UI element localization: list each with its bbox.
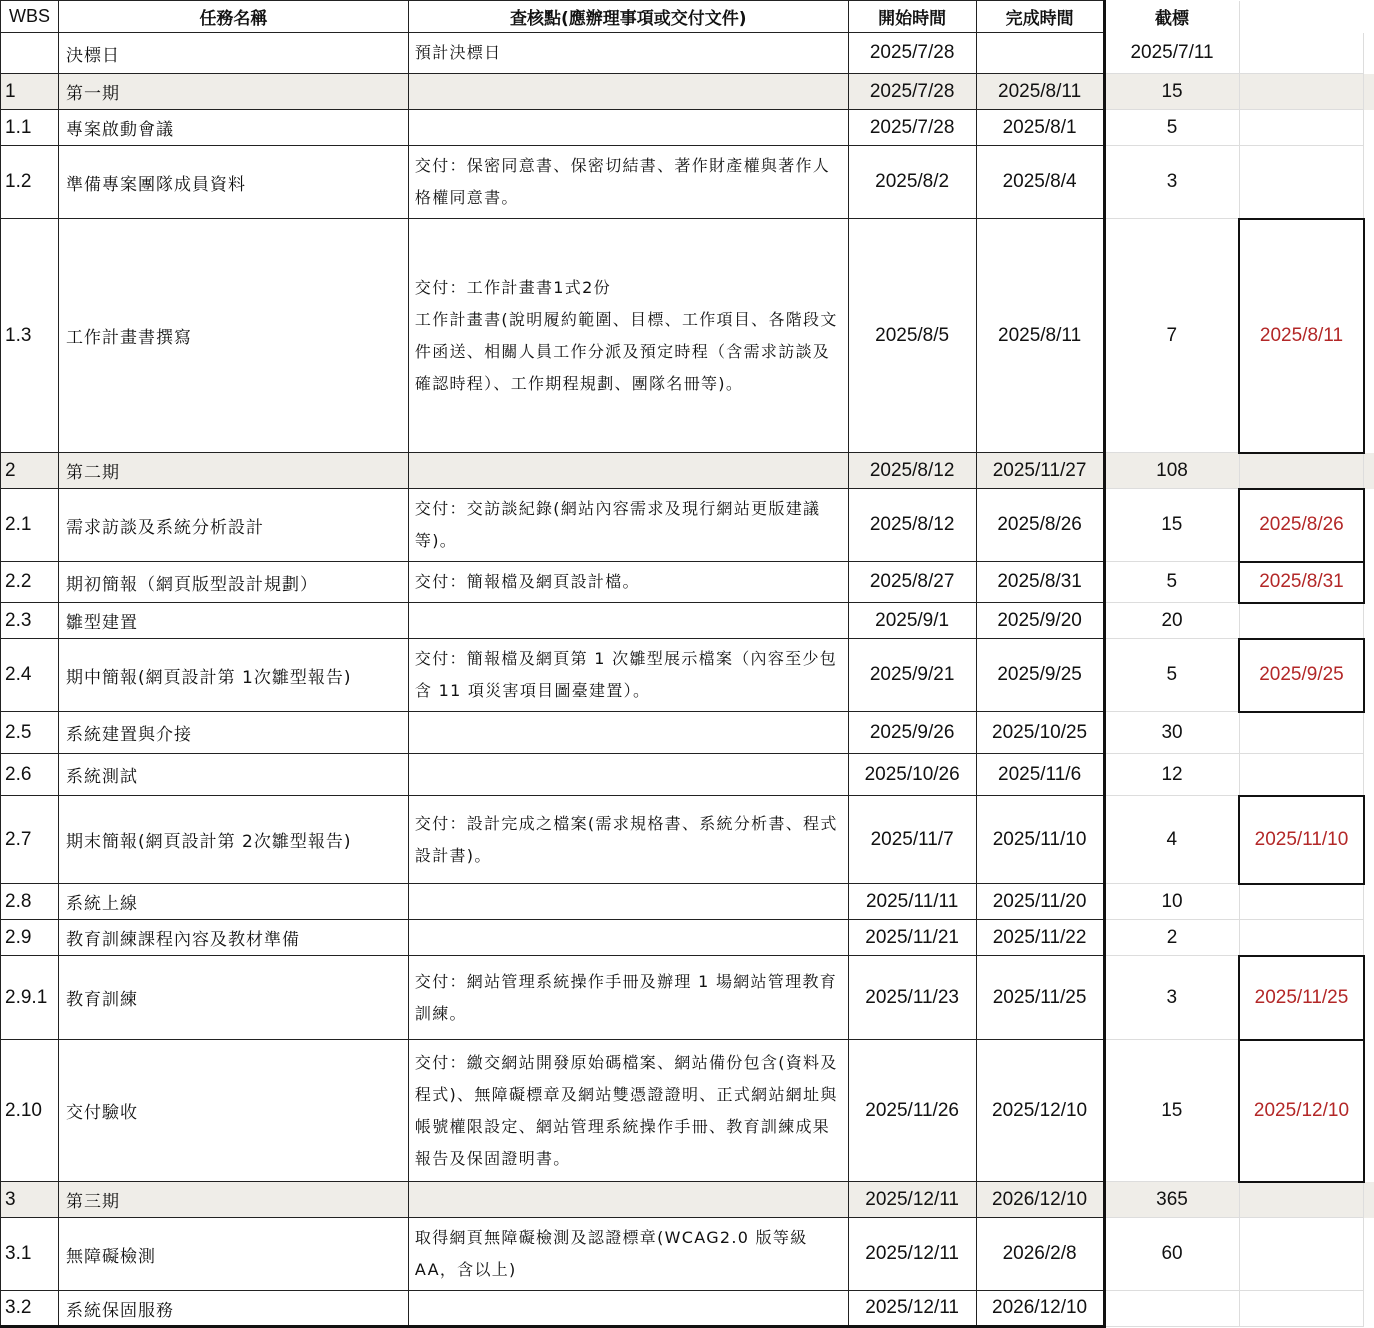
wbs-cell: 2.8 [1,884,59,920]
duration-cell: 30 [1104,712,1239,754]
start-date-cell: 2025/9/21 [848,639,976,712]
checkpoint-cell [408,712,848,754]
end-date-cell [976,33,1104,74]
duration-cell [1104,1291,1239,1327]
start-date-cell: 2025/12/11 [848,1182,976,1218]
wbs-cell: 1.3 [1,219,59,453]
empty-cell [1364,1,1374,33]
empty-cell [1364,920,1374,956]
table-row [1,562,1374,603]
wbs-cell: 3 [1,1182,59,1218]
empty-cell [1364,489,1374,562]
end-date-cell: 2026/12/10 [976,1291,1104,1327]
task-name-cell: 系統建置與介接 [58,712,408,754]
table-row [1,639,1374,712]
task-name-cell: 系統測試 [58,754,408,796]
task-name-cell: 決標日 [58,33,408,74]
empty-cell [1364,603,1374,639]
start-date-cell: 2025/8/12 [848,453,976,489]
end-date-cell: 2025/8/1 [976,110,1104,146]
checkpoint-cell: 交付：交訪談紀錄(網站內容需求及現行網站更版建議等)。 [408,489,848,562]
deadline-cell: 2025/9/25 [1239,639,1364,712]
end-date-cell: 2025/11/22 [976,920,1104,956]
deadline-cell: 2025/12/10 [1239,1040,1364,1182]
checkpoint-cell: 取得網頁無障礙檢測及認證標章(WCAG2.0 版等級AA，含以上) [408,1218,848,1291]
deadline-cell [1239,884,1364,920]
end-date-cell: 2025/10/25 [976,712,1104,754]
start-date-cell: 2025/10/26 [848,754,976,796]
start-date-cell: 2025/11/7 [848,796,976,884]
empty-cell [1364,146,1374,219]
checkpoint-cell: 交付：設計完成之檔案(需求規格書、系統分析書、程式設計書)。 [408,796,848,884]
empty-cell [1364,712,1374,754]
duration-cell: 4 [1104,796,1239,884]
duration-cell: 15 [1104,1040,1239,1182]
wbs-cell: 1 [1,74,59,110]
start-date-cell: 2025/7/28 [848,33,976,74]
section-row [1,1182,1374,1218]
checkpoint-cell: 交付：簡報檔及網頁設計檔。 [408,562,848,603]
task-name-cell: 第二期 [58,453,408,489]
duration-cell: 5 [1104,110,1239,146]
checkpoint-cell: 預計決標日 [408,33,848,74]
empty-cell [1364,219,1374,453]
empty-cell [1364,754,1374,796]
wbs-cell: 2.6 [1,754,59,796]
deadline-cell [1239,1218,1364,1291]
checkpoint-cell [408,920,848,956]
checkpoint-cell [408,603,848,639]
deadline-cell [1239,712,1364,754]
table-row [1,219,1374,453]
table-row [1,1040,1374,1182]
deadline-cell [1239,1182,1364,1218]
start-date-cell: 2025/8/27 [848,562,976,603]
table-row [1,1291,1374,1327]
wbs-cell: 2 [1,453,59,489]
end-date-cell: 2025/11/10 [976,796,1104,884]
section-row [1,74,1374,110]
empty-cell [1364,884,1374,920]
empty-cell [1364,562,1374,603]
header-row [1,1,1374,33]
task-name-cell: 專案啟動會議 [58,110,408,146]
start-date-cell: 2025/7/28 [848,110,976,146]
section-row [1,453,1374,489]
task-name-cell: 期末簡報(網頁設計第 2次雛型報告) [58,796,408,884]
deadline-cell [1239,146,1364,219]
table-row [1,796,1374,884]
deadline-cell: 2025/8/26 [1239,489,1364,562]
deadline-cell [1239,920,1364,956]
empty-cell [1364,796,1374,884]
empty-cell [1364,453,1374,489]
task-name-cell: 交付驗收 [58,1040,408,1182]
end-date-cell: 2025/11/25 [976,956,1104,1040]
deadline-cell [1239,754,1364,796]
checkpoint-cell [408,110,848,146]
task-name-cell: 雛型建置 [58,603,408,639]
start-date-cell: 2025/12/11 [848,1291,976,1327]
table-row [1,603,1374,639]
duration-cell: 3 [1104,956,1239,1040]
wbs-cell: 1.2 [1,146,59,219]
end-date-cell: 2025/8/11 [976,219,1104,453]
end-date-cell: 2025/8/4 [976,146,1104,219]
checkpoint-cell [408,884,848,920]
end-date-cell: 2026/12/10 [976,1182,1104,1218]
start-date-cell: 2025/8/5 [848,219,976,453]
task-name-cell: 工作計畫書撰寫 [58,219,408,453]
empty-cell [1239,1,1364,33]
start-date-cell: 2025/8/2 [848,146,976,219]
deadline-cell: 2025/11/25 [1239,956,1364,1040]
wbs-cell: 2.9.1 [1,956,59,1040]
task-name-cell: 系統上線 [58,884,408,920]
table-row [1,110,1374,146]
deadline-cell [1239,33,1364,74]
deadline-cell [1239,110,1364,146]
header-wbs: WBS [1,1,59,33]
duration-cell: 20 [1104,603,1239,639]
task-name-cell: 第一期 [58,74,408,110]
wbs-cell: 2.5 [1,712,59,754]
duration-cell: 5 [1104,562,1239,603]
task-name-cell: 系統保固服務 [58,1291,408,1327]
header-start: 開始時間 [848,1,976,33]
duration-cell: 15 [1104,74,1239,110]
start-date-cell: 2025/7/28 [848,74,976,110]
task-name-cell: 教育訓練 [58,956,408,1040]
wbs-cell: 2.1 [1,489,59,562]
checkpoint-cell [408,453,848,489]
checkpoint-cell [408,754,848,796]
empty-cell [1364,74,1374,110]
empty-cell [1364,956,1374,1040]
duration-cell: 7 [1104,219,1239,453]
start-date-cell: 2025/11/26 [848,1040,976,1182]
end-date-cell: 2026/2/8 [976,1218,1104,1291]
header-end: 完成時間 [976,1,1104,33]
wbs-cell: 2.10 [1,1040,59,1182]
table-row [1,956,1374,1040]
checkpoint-cell [408,1291,848,1327]
task-name-cell: 第三期 [58,1182,408,1218]
wbs-cell: 2.2 [1,562,59,603]
duration-cell: 5 [1104,639,1239,712]
duration-cell: 60 [1104,1218,1239,1291]
end-date-cell: 2025/11/20 [976,884,1104,920]
end-date-cell: 2025/9/25 [976,639,1104,712]
table-row [1,920,1374,956]
checkpoint-cell [408,74,848,110]
start-date-cell: 2025/11/21 [848,920,976,956]
duration-cell: 12 [1104,754,1239,796]
start-date-cell: 2025/11/23 [848,956,976,1040]
header-deadline: 截標 [1104,1,1239,33]
deadline-cell: 2025/8/31 [1239,562,1364,603]
wbs-cell: 3.2 [1,1291,59,1327]
table-row [1,146,1374,219]
wbs-cell [1,33,59,74]
empty-cell [1364,1182,1374,1218]
start-date-cell: 2025/9/1 [848,603,976,639]
start-date-cell: 2025/12/11 [848,1218,976,1291]
checkpoint-cell: 交付：保密同意書、保密切結書、著作財產權與著作人格權同意書。 [408,146,848,219]
wbs-cell: 2.9 [1,920,59,956]
deadline-cell: 2025/8/11 [1239,219,1364,453]
task-name-cell: 教育訓練課程內容及教材準備 [58,920,408,956]
end-date-cell: 2025/8/11 [976,74,1104,110]
table-row [1,33,1374,74]
empty-cell [1364,1291,1374,1327]
wbs-cell: 2.7 [1,796,59,884]
table-row [1,884,1374,920]
header-task-name: 任務名稱 [58,1,408,33]
duration-cell: 2025/7/11 [1104,33,1239,74]
duration-cell: 108 [1104,453,1239,489]
end-date-cell: 2025/11/6 [976,754,1104,796]
deadline-cell [1239,74,1364,110]
wbs-cell: 2.3 [1,603,59,639]
task-name-cell: 準備專案團隊成員資料 [58,146,408,219]
deadline-cell [1239,453,1364,489]
task-name-cell: 無障礙檢測 [58,1218,408,1291]
start-date-cell: 2025/8/12 [848,489,976,562]
checkpoint-cell: 交付：工作計畫書1式2份 工作計畫書(說明履約範圍、目標、工作項目、各階段文件函送、相關人員工作分派及預定時程（含需求訪談及確認時程）、工作期程規劃、團隊名冊等)。 [408,219,848,453]
header-checkpoint: 查核點(應辦理事項或交付文件) [408,1,848,33]
empty-cell [1364,1218,1374,1291]
wbs-cell: 2.4 [1,639,59,712]
duration-cell: 2 [1104,920,1239,956]
deadline-cell [1239,1291,1364,1327]
empty-cell [1364,33,1374,74]
end-date-cell: 2025/11/27 [976,453,1104,489]
deadline-cell: 2025/11/10 [1239,796,1364,884]
start-date-cell: 2025/9/26 [848,712,976,754]
table-row [1,1218,1374,1291]
end-date-cell: 2025/8/31 [976,562,1104,603]
end-date-cell: 2025/12/10 [976,1040,1104,1182]
checkpoint-cell: 交付：繳交網站開發原始碼檔案、網站備份包含(資料及程式)、無障礙標章及網站雙憑證證明、正式網站網址與帳號權限設定、網站管理系統操作手冊、教育訓練成果報告及保固證明書。 [408,1040,848,1182]
wbs-cell: 1.1 [1,110,59,146]
duration-cell: 15 [1104,489,1239,562]
table-row [1,489,1374,562]
empty-cell [1364,110,1374,146]
wbs-cell: 3.1 [1,1218,59,1291]
task-name-cell: 期初簡報（網頁版型設計規劃） [58,562,408,603]
table-row [1,754,1374,796]
task-name-cell: 需求訪談及系統分析設計 [58,489,408,562]
end-date-cell: 2025/8/26 [976,489,1104,562]
table-row [1,712,1374,754]
duration-cell: 10 [1104,884,1239,920]
empty-cell [1364,1040,1374,1182]
deadline-cell [1239,603,1364,639]
checkpoint-cell: 交付：網站管理系統操作手冊及辦理 1 場網站管理教育訓練。 [408,956,848,1040]
checkpoint-cell: 交付：簡報檔及網頁第 1 次雛型展示檔案（內容至少包含 11 項災害項目圖臺建置）。 [408,639,848,712]
empty-cell [1364,639,1374,712]
end-date-cell: 2025/9/20 [976,603,1104,639]
task-name-cell: 期中簡報(網頁設計第 1次雛型報告) [58,639,408,712]
duration-cell: 365 [1104,1182,1239,1218]
checkpoint-cell [408,1182,848,1218]
duration-cell: 3 [1104,146,1239,219]
start-date-cell: 2025/11/11 [848,884,976,920]
